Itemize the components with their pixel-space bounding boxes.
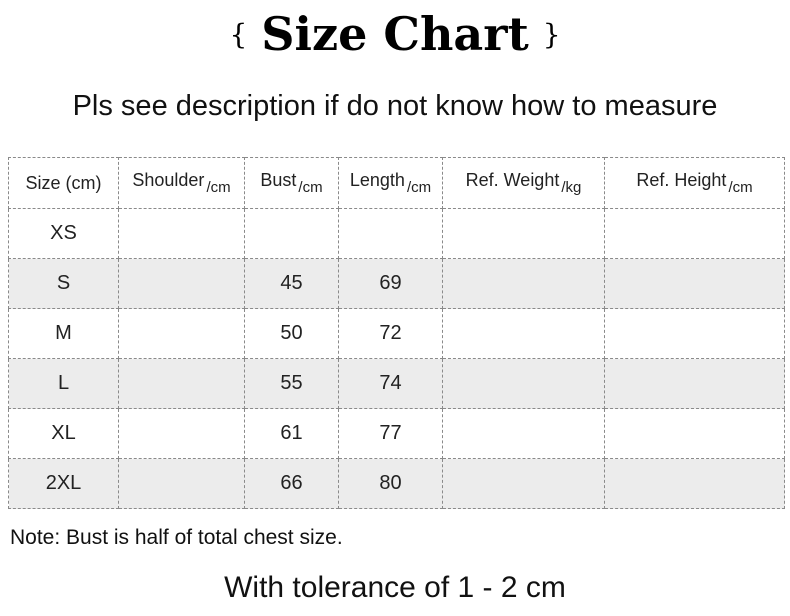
table-cell [119, 359, 245, 409]
page-title [0, 4, 790, 65]
table-cell [119, 209, 245, 259]
table-cell [245, 209, 339, 259]
header-shoulder: Shoulder $_{/cm}$ [119, 158, 245, 209]
table-cell [443, 409, 605, 459]
table-cell: 55 [245, 359, 339, 409]
table-cell [605, 409, 785, 459]
size-chart-table-wrap [8, 157, 784, 509]
table-cell: 2XL [9, 459, 119, 509]
open-brace: { [229, 18, 248, 51]
header-length: Length $_{/cm}$ [339, 158, 443, 209]
table-cell: 69 [339, 259, 443, 309]
table-row [9, 459, 785, 509]
table-cell [119, 459, 245, 509]
subtitle: Pls see description if do not know how to measure [72, 90, 718, 122]
table-cell: 50 [245, 309, 339, 359]
table-cell [605, 209, 785, 259]
table-row [9, 359, 785, 409]
table-cell [605, 359, 785, 409]
table-cell [119, 409, 245, 459]
table-cell [605, 309, 785, 359]
table-cell: 61 [245, 409, 339, 459]
table-row [9, 209, 785, 259]
table-cell: 45 [245, 259, 339, 309]
table-cell: XS [9, 209, 119, 259]
table-cell [119, 259, 245, 309]
close-brace: } [542, 18, 561, 51]
table-cell [443, 209, 605, 259]
tolerance-note: With tolerance of 1 - 2 cm [224, 571, 566, 604]
table-cell [443, 459, 605, 509]
title-text: Size Chart [261, 7, 529, 61]
table-row [9, 259, 785, 309]
header-ref-weight: Ref. Weight $_{/kg}$ [443, 158, 605, 209]
table-cell [443, 309, 605, 359]
bust-note: Note: Bust is half of total chest size. [10, 526, 343, 549]
header-size: Size (cm) [9, 158, 119, 209]
table-cell [339, 209, 443, 259]
table-row [9, 409, 785, 459]
table-cell: L [9, 359, 119, 409]
table-cell [119, 309, 245, 359]
table-cell: 72 [339, 309, 443, 359]
table-cell: 80 [339, 459, 443, 509]
table-cell [605, 259, 785, 309]
table-cell: S [9, 259, 119, 309]
table-cell: 77 [339, 409, 443, 459]
table-cell [443, 359, 605, 409]
table-cell [605, 459, 785, 509]
table-row [9, 309, 785, 359]
table-cell: M [9, 309, 119, 359]
header-bust: Bust $_{/cm}$ [245, 158, 339, 209]
size-chart-table [8, 157, 785, 509]
table-cell: 66 [245, 459, 339, 509]
table-cell: XL [9, 409, 119, 459]
header-ref-height: Ref. Height $_{/cm}$ [605, 158, 785, 209]
table-header-row [9, 158, 785, 209]
table-cell [443, 259, 605, 309]
table-cell: 74 [339, 359, 443, 409]
